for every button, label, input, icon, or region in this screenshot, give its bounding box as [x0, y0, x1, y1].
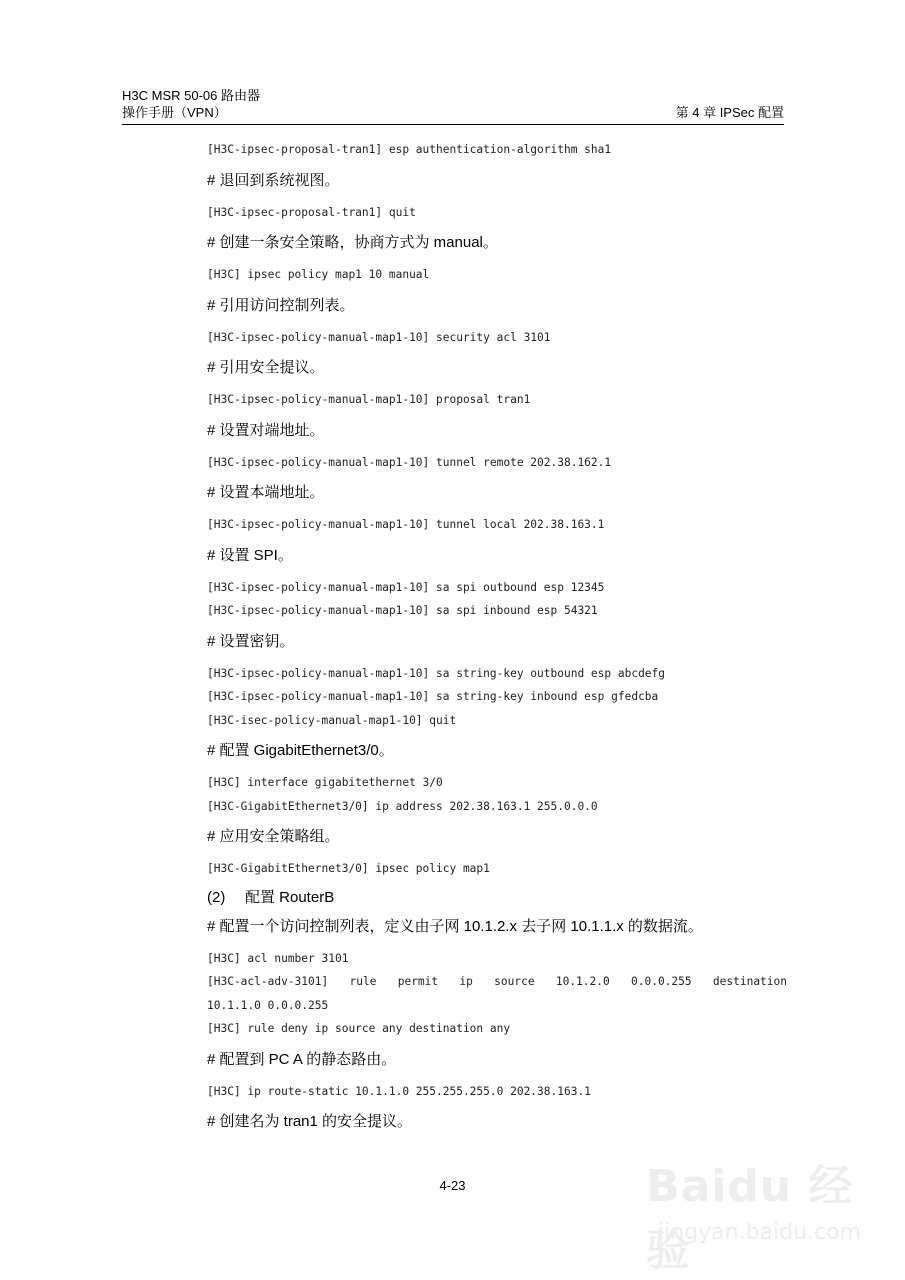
command-line: [H3C-GigabitEthernet3/0] ip address 202.38.163.1 255.0.0.0 — [207, 799, 598, 813]
command-line: [H3C-ipsec-policy-manual-map1-10] tunnel local 202.38.163.1 — [207, 518, 605, 531]
comment-line: # 创建一条安全策略，协商方式为 manual。 — [207, 234, 498, 251]
command-line: [H3C] rule deny ip source any destination any — [207, 1022, 511, 1035]
command-line: [H3C] ip route-static 10.1.1.0 255.255.255.0 202.38.163.1 — [207, 1084, 591, 1098]
comment-line: # 设置 SPI。 — [207, 546, 293, 564]
comment-line: # 应用安全策略组。 — [207, 828, 340, 845]
comment-line: # 配置到 PC A 的静态路由。 — [207, 1050, 397, 1068]
command-line: [H3C] interface gigabitethernet 3/0 — [207, 776, 443, 789]
comment-line: # 设置对端地址。 — [207, 421, 325, 439]
header-rule — [122, 124, 784, 125]
document-body — [207, 138, 787, 1142]
product-name: H3C MSR 50-06 路由器 — [122, 88, 260, 103]
watermark-url: jingyan.baidu.com — [658, 1220, 862, 1245]
command-line: 10.1.1.0 0.0.0.255 — [207, 998, 329, 1012]
step-heading — [207, 888, 787, 908]
baidu-watermark — [640, 1140, 870, 1276]
watermark-logo: Baidu 经验 — [646, 1161, 854, 1276]
comment-line: # 配置一个访问控制列表，定义由子网 10.1.2.x 去子网 10.1.1.x 的数据流。 — [207, 917, 703, 935]
command-line: [H3C-GigabitEthernet3/0] ipsec policy map1 — [207, 862, 490, 875]
command-line: [H3C] acl number 3101 — [207, 951, 349, 965]
comment-line: # 配置 GigabitEthernet3/0。 — [207, 742, 394, 759]
command-line: [H3C-isec-policy-manual-map1-10] quit — [207, 713, 457, 727]
header-line-1 — [122, 87, 784, 104]
header-line-2 — [122, 104, 784, 121]
command-line: [H3C-ipsec-policy-manual-map1-10] security acl 3101 — [207, 330, 551, 344]
command-line: [H3C-ipsec-policy-manual-map1-10] sa spi outbound esp 12345 — [207, 580, 605, 594]
chapter-title: 第 4 章 IPSec 配置 — [675, 105, 784, 120]
command-line: [H3C-ipsec-proposal-tran1] quit — [207, 205, 416, 219]
command-line: [H3C-ipsec-policy-manual-map1-10] tunnel remote 202.38.162.1 — [207, 455, 612, 469]
page-header — [122, 87, 784, 121]
step-number: (2) — [207, 888, 226, 906]
comment-line: # 引用访问控制列表。 — [207, 296, 355, 314]
command-line: [H3C-ipsec-policy-manual-map1-10] sa string-key outbound esp abcdefg — [207, 666, 666, 680]
comment-line: # 创建名为 tran1 的安全提议。 — [207, 1113, 413, 1130]
comment-line: # 退回到系统视图。 — [207, 171, 340, 189]
command-line: [H3C-ipsec-proposal-tran1] esp authentication-algorithm sha1 — [207, 143, 612, 156]
step-text: 配置 RouterB — [245, 888, 335, 906]
manual-title: 操作手册（VPN） — [122, 105, 227, 120]
comment-line: # 设置本端地址。 — [207, 484, 325, 501]
command-line: [H3C-ipsec-policy-manual-map1-10] sa string-key inbound esp gfedcba — [207, 690, 659, 703]
command-line: [H3C-ipsec-policy-manual-map1-10] sa spi inbound esp 54321 — [207, 604, 598, 617]
command-line: [H3C] ipsec policy map1 10 manual — [207, 268, 430, 281]
page-number: 4-23 — [439, 1178, 466, 1193]
comment-line: # 引用安全提议。 — [207, 359, 325, 376]
command-line: [H3C-acl-adv-3101] rule permit ip source 10.1.2.0 0.0.0.255 destination — [207, 975, 787, 988]
command-line: [H3C-ipsec-policy-manual-map1-10] proposal tran1 — [207, 393, 531, 406]
comment-line: # 设置密钥。 — [207, 632, 295, 650]
